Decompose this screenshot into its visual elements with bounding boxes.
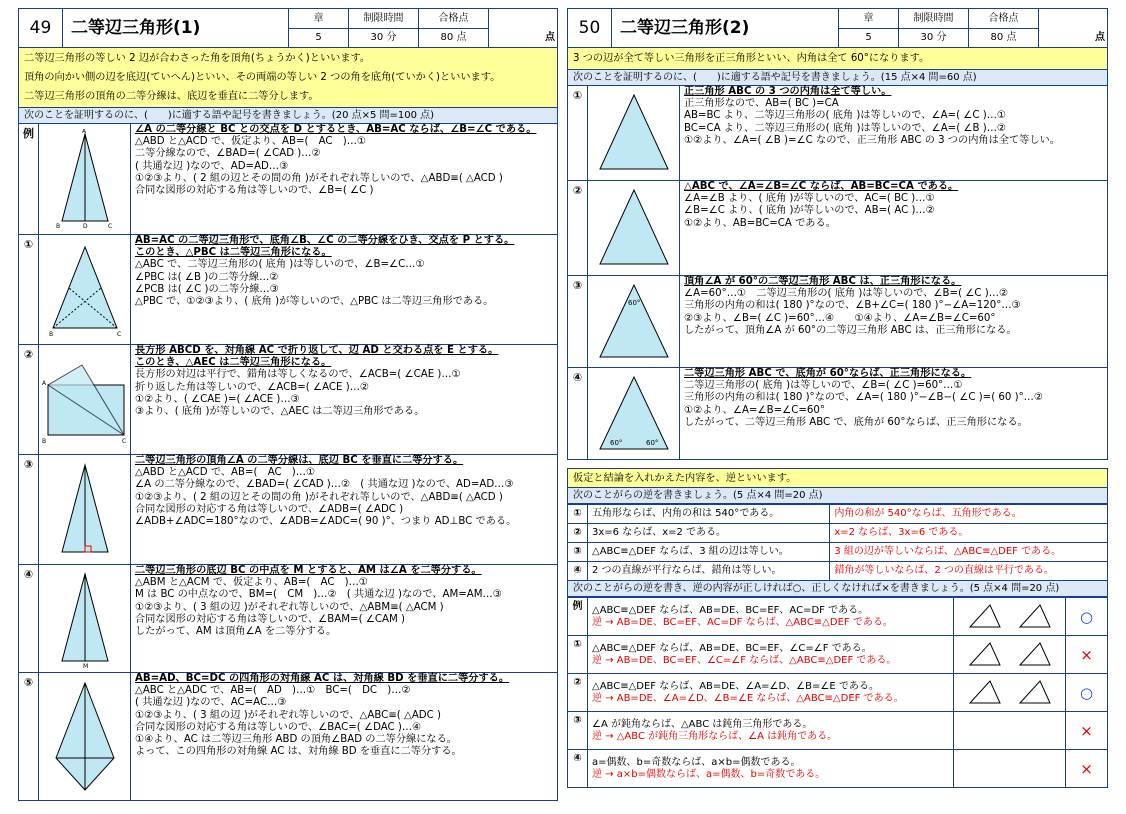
problem-3: ③ 二等辺三角形の頂角∠A の二等分線は、底辺 BC を垂直に二等分する。 △ABD と△ACD で、AB=( AC )…① ∠A の二等分線なので、∠BAD=( ∠CAD )…② ( 共通な辺 )なので、AD=AD…③ ①②③より、( 2 組の辺とその間の角 )がそれぞれ等しいので、△ABD≡( △ACD ) 合同な図形の対応する角は等しいので、∠ADB=( ∠ADC ) ∠ADB+∠ADC=180°なので、∠ADB=∠ADC=( 90 )°、つまり AD⊥BC である。 (18, 455, 558, 565)
score-field[interactable]: 点 (545, 32, 555, 43)
equilateral-triangle-icon (594, 89, 674, 177)
worksheet-49 (18, 8, 558, 801)
svg-text:B: B (55, 223, 60, 229)
svg-text:60°: 60° (627, 298, 640, 307)
triangle-figure-icon (50, 569, 120, 669)
score-field[interactable]: 点 (1095, 32, 1105, 43)
time-cell: 制限時間 30 分 (349, 9, 419, 47)
table-row: ④ a=偶数、b=奇数ならば、a×b=偶数である。 逆 → a×b=偶数ならば、a=偶数、b=奇数である。 × (568, 750, 1108, 788)
intro-box: 二等辺三角形の等しい 2 辺が合わさった角を頂角(ちょうかく)といいます。 頂角の向かい側の辺を底辺(ていへん)といい、その両端の等しい 2 つの角を底角(ていかく)といいます。 二等辺三角形の頂角の二等分線は、底辺を垂直に二等分します。 (18, 48, 558, 108)
time-cell: 制限時間 30 分 (899, 9, 969, 47)
header (567, 8, 1108, 48)
converse2-table (567, 597, 1108, 788)
svg-text:60°: 60° (609, 438, 622, 447)
problem-2: ② A B C 長方形 ABCD を、対角線 AC で折り返して、辺 AD と交わる点を E とする。 このとき、△AEC は二等辺三角形になる。 長方形の対辺は平行で、錯角は等しくなるので、∠ACB=( ∠CAE )…① 折り返した角は等しいので、∠ACB=( ∠ACE )…② ①②より、( ∠CAE )=( ∠ACE )…③ ③より、( 底角 )が等しいので、△AEC は二等辺三角形である。 (18, 345, 558, 455)
instruction: 次のことを証明するのに、( )に適する語や記号を書きましょう。(15 点×4 問=60 点) (567, 70, 1108, 86)
kite-figure-icon (48, 678, 122, 796)
equilateral-triangle-icon (594, 371, 674, 457)
worksheet-number: 50 (568, 9, 612, 47)
svg-text:C: C (116, 331, 121, 337)
equilateral-triangle-icon (594, 279, 674, 365)
table-row: ③ △ABC≡△DEF ならば、3 組の辺は等しい。 3 組の辺が等しいならば、△ABC≡△DEF である。 (568, 543, 1108, 562)
table-row: ③ ∠A が鈍角ならば、△ABC は鈍角三角形である。 逆 → △ABC が鈍角三角形ならば、∠A は鈍角である。 × (568, 712, 1108, 750)
rectangle-fold-icon (42, 355, 128, 445)
intro-box: 3 つの辺が全て等しい三角形を正三角形といい、内角は全て 60°になります。 (567, 48, 1108, 70)
svg-text:A: A (81, 129, 86, 135)
svg-text:D: D (82, 223, 88, 229)
svg-text:C: C (121, 437, 126, 445)
converse2-instruction: 次のことがらの逆を書き、逆の内容が正しければ○、正しくなければ×を書きましょう。(5 点×4 問=20 点) (567, 581, 1108, 597)
converse-table (567, 504, 1108, 581)
svg-text:60°: 60° (645, 438, 658, 447)
problem-5: ⑤ AB=AD、BC=DC の四角形の対角線 AC は、対角線 BD を垂直に二等分する。 △ABC と△ADC で、AB=( AD )…① BC=( DC )…② ( 共通な辺 )なので、AC=AC…③ ①②③より、( 3 組の辺 )がそれぞれ等しいので、△ABC≡( △ADC ) 合同な図形の対応する角は等しいので、∠BAC=( ∠DAC )…④ ①④より、AC は二等辺三角形 ABD の頂角∠BAD の二等分線になる。 よって、この四角形の対角線 AC は、対角線 BD を垂直に二等分する。 (18, 673, 558, 801)
svg-text:A: A (41, 379, 46, 387)
problem-3: ③ 60° 頂角∠A が 60°の二等辺三角形 ABC は、正三角形になる。 ∠A=60°…① 二等辺三角形の( 底角 )は等しいので、∠B=( ∠C )…② 三角形の内角の和は( 180 )°なので、∠B+∠C=( 180 )°−∠A=120°…③ ②③より、∠B=( ∠C )=60°…④ ①④より、∠A=∠B=∠C=60° したがって、頂角∠A が 60°の二等辺三角形 ABC は、正三角形になる。 (567, 276, 1108, 368)
table-row: ① △ABC≡△DEF ならば、AB=DE、BC=EF、∠C=∠F である。 逆 → AB=DE、BC=EF、∠C=∠F ならば、△ABC≡△DEF である。 × (568, 636, 1108, 674)
problem-2: ② △ABC で、∠A=∠B=∠C ならば、AB=BC=CA である。 ∠A=∠B より、( 底角 )が等しいので、AC=( BC )…① ∠B=∠C より、( 底角 )が等しいので、AB=( AC )…② ①②より、AB=BC=CA である。 (567, 181, 1108, 276)
worksheet-number: 49 (19, 9, 63, 47)
svg-text:B: B (41, 437, 46, 445)
problem-1: ① 正三角形 ABC の 3 つの内角は全て等しい。 正三角形なので、AB=( BC )=CA AB=BC より、二等辺三角形の( 底角 )は等しいので、∠A=( ∠C )…① BC=CA より、二等辺三角形の( 底角 )は等しいので、∠A=( ∠B )…② ①②より、∠A=( ∠B )=∠C なので、正三角形 ABC の 3 つの内角は全て等しい。 (567, 86, 1108, 181)
table-row: ① 五角形ならば、内角の和は 540°である。 内角の和が 540°ならば、五角形である。 (568, 505, 1108, 524)
worksheet-50 (567, 8, 1108, 788)
chapter-cell: 章 5 (289, 9, 349, 47)
svg-text:B: B (48, 331, 53, 337)
table-row: ② △ABC≡△DEF ならば、AB=DE、∠A=∠D、∠B=∠E である。 逆 → AB=DE、∠A=∠D、∠B=∠E ならば、△ABC≡△DEF である。 ○ (568, 674, 1108, 712)
pass-cell: 合格点 80 点 (969, 9, 1039, 47)
converse-instruction: 次のことがらの逆を書きましょう。(5 点×4 問=20 点) (567, 488, 1108, 504)
triangle-figure-icon (45, 242, 125, 337)
instruction: 次のことを証明するのに、( )に適する語や記号を書きましょう。(20 点×5 問=100 点) (18, 108, 558, 124)
problem-1: ① B C AB=AC の二等辺三角形で、底角∠B、∠C の二等分線をひき、交点を P とする。 このとき、△PBC は二等辺三角形になる。 △ABC で、二等辺三角形の( 底角 )は等しいので、∠B=∠C…① ∠PBC は( ∠B )の二等分線…② ∠PCB は( ∠C )の二等分線…③ △PBC で、①②③より、( 底角 )が等しいので、△PBC は二等辺三角形である。 (18, 235, 558, 345)
triangle-pair-icon (960, 601, 1060, 629)
table-row: ② 3x=6 ならば、x=2 である。 x=2 ならば、3x=6 である。 (568, 524, 1108, 543)
table-row: 例 △ABC≡△DEF ならば、AB=DE、BC=EF、AC=DF である。 逆 → AB=DE、BC=EF、AC=DF ならば、△ABC≡△DEF である。 ○ (568, 598, 1108, 636)
pass-cell: 合格点 80 点 (419, 9, 489, 47)
worksheet-title: 二等辺三角形(1) (63, 9, 289, 47)
triangle-pair-icon (960, 677, 1060, 705)
header (18, 8, 558, 48)
triangle-pair-icon (960, 639, 1060, 667)
svg-text:C: C (107, 223, 112, 229)
worksheet-title: 二等辺三角形(2) (612, 9, 839, 47)
problem-4: ④ 60° 60° 二等辺三角形 ABC で、底角が 60°ならば、正三角形になる。 二等辺三角形の( 底角 )は等しいので、∠B=( ∠C )=60°…① 三角形の内角の和は( 180 )°なので、∠A=( 180 )°−∠B−( ∠C )=( 60 )°…② ①②より、∠A=∠B=∠C=60° したがって、二等辺三角形 ABC で、底角が 60°ならば、正三角形になる。 (567, 368, 1108, 460)
table-row: ④ 2 つの直線が平行ならば、錯角は等しい。 錯角が等しいならば、2 つの直線は平行である。 (568, 562, 1108, 581)
converse-label: 仮定と結論を入れかえた内容を、逆といいます。 (567, 468, 1108, 488)
svg-text:M: M (82, 662, 88, 669)
triangle-figure-icon (50, 129, 120, 229)
triangle-figure-icon (50, 460, 120, 560)
equilateral-triangle-icon (594, 184, 674, 272)
problem-4: ④ M 二等辺三角形の底辺 BC の中点を M とすると、AM は∠A を二等分する。 △ABM と△ACM で、仮定より、AB=( AC )…① M は BC の中点なので、BM=( CM )…② ( 共通な辺 )なので、AM=AM…③ ①②③より、( 3 組の辺 )がそれぞれ等しいので、△ABM≡( △ACM ) 合同な図形の対応する角は等しいので、∠BAM=( ∠CAM ) したがって、AM は頂角∠A を二等分する。 (18, 565, 558, 673)
chapter-cell: 章 5 (839, 9, 899, 47)
problem-example: 例 A B D C ∠A の二等分線と BC との交点を D とするとき、AB=AC ならば、∠B=∠C である。 △ABD と△ACD で、仮定より、AB=( AC )…① 二等分線なので、∠BAD=( ∠CAD )…② ( 共通な辺 )なので、AD=AD…③ ①②③より、( 2 組の辺とその間の角 )がそれぞれ等しいので、△ABD≡( △ACD ) 合同な図形の対応する角は等しいので、∠B=( ∠C ) (18, 124, 558, 235)
